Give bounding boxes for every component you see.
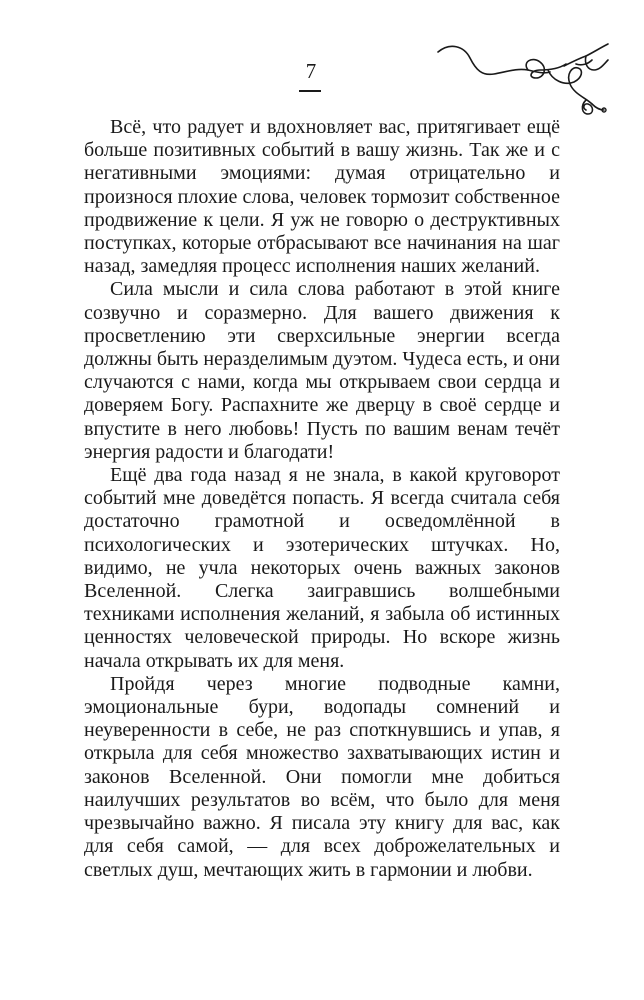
swallow-swirl-icon: [436, 40, 612, 120]
paragraph: Сила мысли и сила слова работают в этой книге созвучно и соразмерно. Для вашего движения к просветлению эти сверхсильные энергии всегда должны быть неразделимым дуэтом. Чудеса есть, и они случаются с нами, когда мы открываем свои сердца и доверяем Богу. Распахните же дверцу в своё сердце и впустите в него любовь! Пусть по вашим венам течёт энергия радости и благодати!: [84, 278, 560, 463]
paragraph: Всё, что радует и вдохновляет вас, притягивает ещё больше позитивных событий в вашу жизнь. Так же и с негативными эмоциями: думая отрицательно и произнося плохие слова, человек тормозит собственное продвижение к цели. Я уж не говорю о деструктивных поступках, которые отбрасывают все начинания на шаг назад, замедляя процесс исполнения наших желаний.: [84, 116, 560, 278]
body-text: [84, 116, 560, 882]
page-number: 7: [305, 59, 317, 83]
paragraph: Пройдя через многие подводные камни, эмоциональные бури, водопады сомнений и неуверенности в себе, не раз споткнувшись и упав, я открыла для себя множество захватывающих истин и законов Вселенной. Они помогли мне добиться наилучших результатов во всём, что было для меня чрезвычайно важно. Я писала эту книгу для вас, как для себя самой, — для всех доброжелательных и светлых душ, мечтающих жить в гармонии и любви.: [84, 672, 560, 881]
page-number-underline: [299, 90, 321, 92]
paragraph: Ещё два года назад я не знала, в какой круговорот событий мне доведётся попасть. Я всегда считала себя достаточно грамотной и осведомлённой в психологических и эзотерических штучках. Но, видимо, не учла некоторых очень важных законов Вселенной. Слегка заигравшись волшебными техниками исполнения желаний, я забыла об истинных ценностях человеческой природы. Но вскоре жизнь начала открывать их для меня.: [84, 464, 560, 672]
